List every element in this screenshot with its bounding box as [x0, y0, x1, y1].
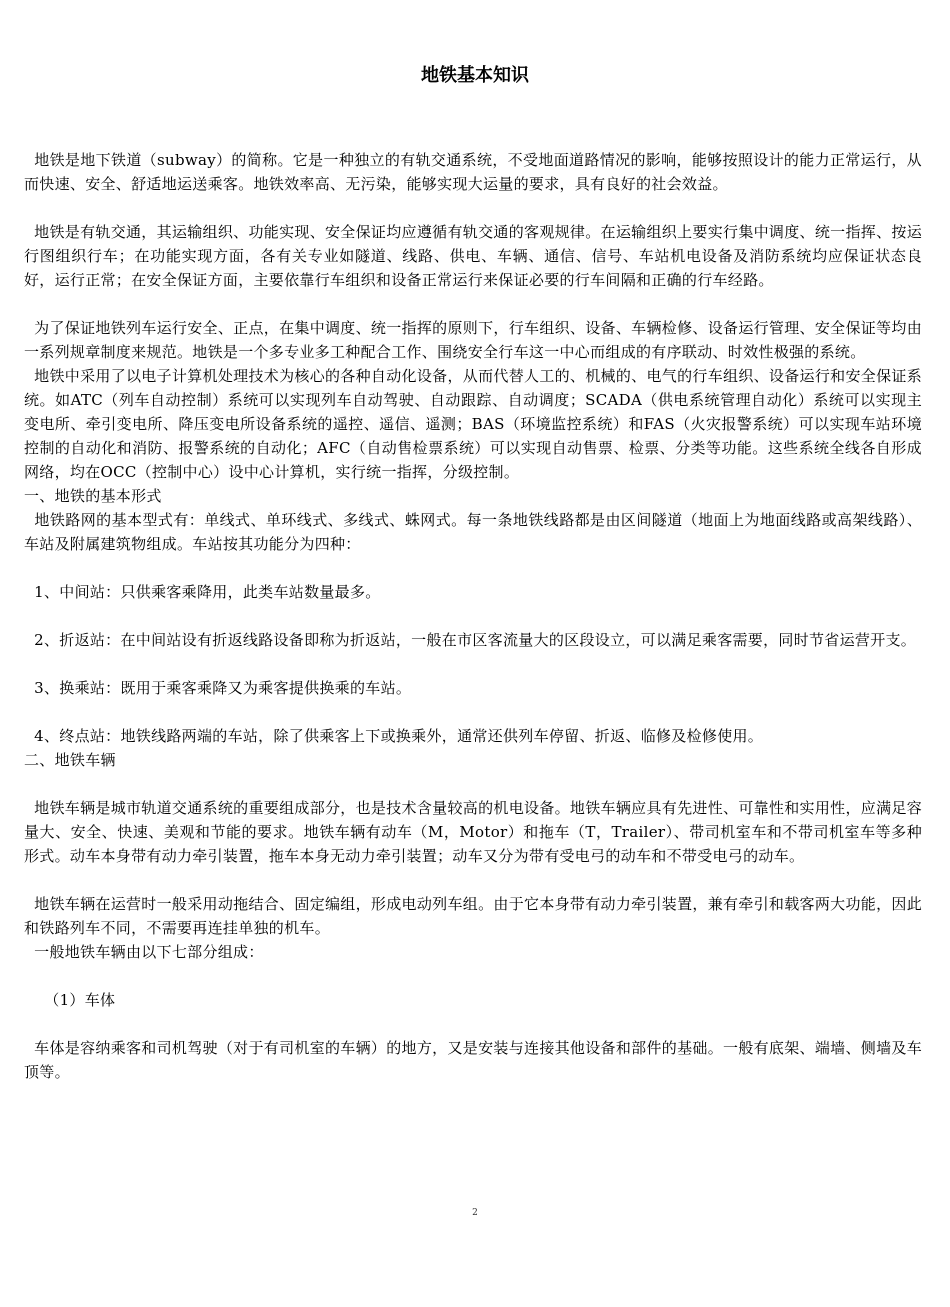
paragraph: 地铁中采用了以电子计算机处理技术为核心的各种自动化设备，从而代替人工的、机械的、电气的行车组织、设备运行和安全保证系统。如ATC（列车自动控制）系统可以实现列车自动驾驶、自动跟踪、自动调度；SCADA（供电系统管理自动化）系统可以实现主变电所、牵引变电所、降压变电所设备系统的遥控、遥信、遥测；BAS（环境监控系统）和FAS（火灾报警系统）可以实现车站环境控制的自动化和消防、报警系统的自动化；AFC（自动售检票系统）可以实现自动售票、检票、分类等功能。这些系统全线各自形成网络，均在OCC（控制中心）设中心计算机，实行统一指挥，分级控制。 — [24, 367, 922, 481]
subsection-heading: （1）车体 — [24, 991, 116, 1009]
paragraph: 地铁路网的基本型式有：单线式、单环线式、多线式、蛛网式。每一条地铁线路都是由区间隧道（地面上为地面线路或高架线路）、车站及附属建筑物组成。车站按其功能分为四种： — [24, 511, 922, 553]
blank-line — [24, 1012, 922, 1036]
list-item: 4、终点站：地铁线路两端的车站，除了供乘客上下或换乘外，通常还供列车停留、折返、临修及检修使用。 — [24, 727, 764, 745]
blank-line — [24, 196, 922, 220]
list-item: 3、换乘站：既用于乘客乘降又为乘客提供换乘的车站。 — [24, 679, 412, 697]
blank-line — [24, 652, 922, 676]
blank-line — [24, 292, 922, 316]
blank-line — [24, 700, 922, 724]
document-title: 地铁基本知识 — [421, 65, 529, 86]
paragraph: 一般地铁车辆由以下七部分组成： — [24, 943, 264, 961]
document-body — [24, 148, 922, 1084]
paragraph: 车体是容纳乘客和司机驾驶（对于有司机室的车辆）的地方，又是安装与连接其他设备和部件的基础。一般有底架、端墙、侧墙及车顶等。 — [24, 1039, 922, 1081]
section-heading: 二、地铁车辆 — [24, 751, 116, 769]
blank-line — [24, 772, 922, 796]
list-item: 2、折返站：在中间站设有折返线路设备即称为折返站，一般在市区客流量大的区段设立，可以满足乘客需要，同时节省运营开支。 — [24, 631, 917, 649]
paragraph: 地铁是地下铁道（subway）的简称。它是一种独立的有轨交通系统，不受地面道路情况的影响，能够按照设计的能力正常运行，从而快速、安全、舒适地运送乘客。地铁效率高、无污染，能够实现大运量的要求，具有良好的社会效益。 — [24, 151, 922, 193]
paragraph: 为了保证地铁列车运行安全、正点，在集中调度、统一指挥的原则下，行车组织、设备、车辆检修、设备运行管理、安全保证等均由一系列规章制度来规范。地铁是一个多专业多工种配合工作、围绕安全行车这一中心而组成的有序联动、时效性极强的系统。 — [24, 319, 922, 361]
section-heading: 一、地铁的基本形式 — [24, 487, 162, 505]
blank-line — [24, 868, 922, 892]
paragraph: 地铁车辆在运营时一般采用动拖结合、固定编组，形成电动列车组。由于它本身带有动力牵引装置，兼有牵引和载客两大功能，因此和铁路列车不同，不需要再连挂单独的机车。 — [24, 895, 922, 937]
list-item: 1、中间站：只供乘客乘降用，此类车站数量最多。 — [24, 583, 381, 601]
paragraph: 地铁车辆是城市轨道交通系统的重要组成部分，也是技术含量较高的机电设备。地铁车辆应具有先进性、可靠性和实用性，应满足容量大、安全、快速、美观和节能的要求。地铁车辆有动车（M，Motor）和拖车（T，Trailer）、带司机室车和不带司机室车等多种形式。动车本身带有动力牵引装置，拖车本身无动力牵引装置；动车又分为带有受电弓的动车和不带受电弓的动车。 — [24, 799, 922, 865]
page-number: 2 — [472, 1208, 478, 1218]
blank-line — [24, 556, 922, 580]
blank-line — [24, 604, 922, 628]
paragraph: 地铁是有轨交通，其运输组织、功能实现、安全保证均应遵循有轨交通的客观规律。在运输组织上要实行集中调度、统一指挥、按运行图组织行车；在功能实现方面，各有关专业如隧道、线路、供电、车辆、通信、信号、车站机电设备及消防系统均应保证状态良好，运行正常；在安全保证方面，主要依靠行车组织和设备正常运行来保证必要的行车间隔和正确的行车经路。 — [24, 223, 922, 289]
blank-line — [24, 964, 922, 988]
